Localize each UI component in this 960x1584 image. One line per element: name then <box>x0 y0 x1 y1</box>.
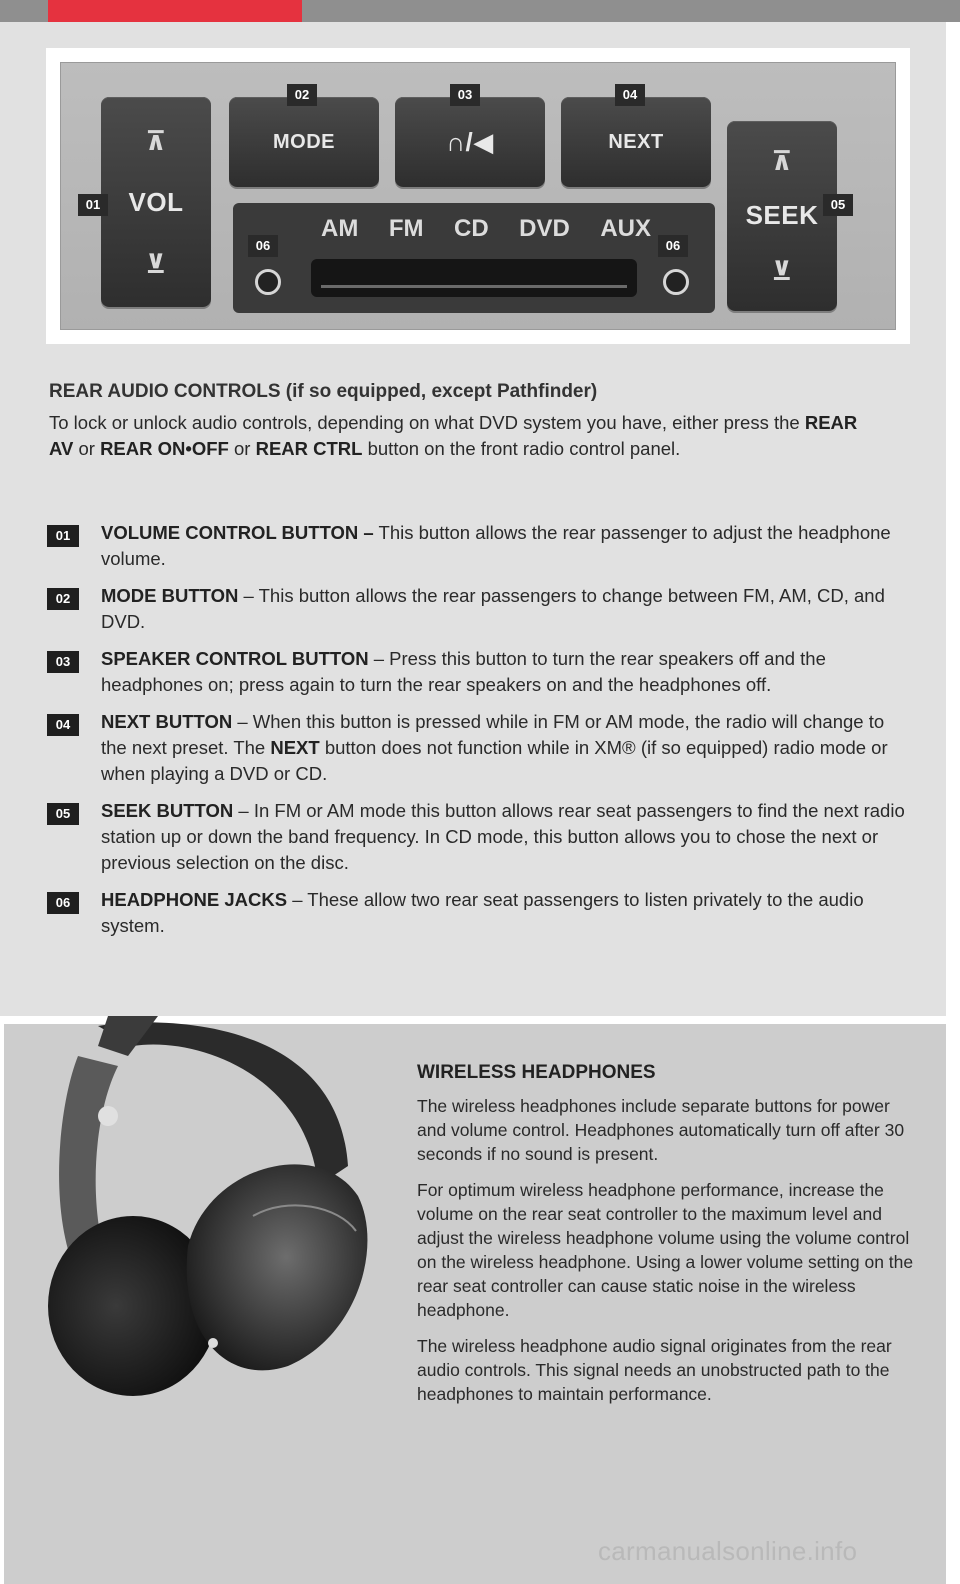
item-text-b: button does not function while in XM® (if so equipped) radio mode or when playing a DVD or CD. <box>101 737 888 784</box>
section-title: REAR AUDIO CONTROLS (if so equipped, except Pathfinder) <box>49 381 598 402</box>
item-title: MODE BUTTON <box>101 585 239 606</box>
item-number: 02 <box>47 588 79 610</box>
item-body <box>101 583 907 635</box>
callout-05: 05 <box>823 194 853 216</box>
top-bar-accent <box>48 0 302 22</box>
callout-06-left: 06 <box>248 235 278 257</box>
source-dvd: DVD <box>519 215 570 242</box>
list-item <box>47 520 907 572</box>
wireless-headphones-body <box>417 1094 917 1418</box>
item-body <box>101 709 907 787</box>
source-am: AM <box>321 215 359 242</box>
list-item <box>47 709 907 787</box>
item-number: 05 <box>47 803 79 825</box>
speaker-button: ∩/◀ <box>395 97 545 187</box>
item-title: NEXT BUTTON <box>101 711 233 732</box>
seek-button <box>727 121 837 311</box>
item-title: SPEAKER CONTROL BUTTON <box>101 648 369 669</box>
item-text: – This button allows the rear passengers to change between FM, AM, CD, and DVD. <box>101 585 885 632</box>
wireless-headphones-image <box>38 1016 378 1398</box>
headphone-jack-right <box>663 269 689 295</box>
next-button: NEXT <box>561 97 711 187</box>
vol-label: VOL <box>128 186 184 217</box>
callout-03: 03 <box>450 84 480 106</box>
seek-up-icon: ⊼ <box>771 146 793 177</box>
mode-button: MODE <box>229 97 379 187</box>
source-labels <box>321 215 651 243</box>
intro-or-1: or <box>73 438 101 459</box>
intro-text-2: button on the front radio control panel. <box>362 438 681 459</box>
rear-ctrl-label: REAR CTRL <box>255 438 363 459</box>
vol-button <box>101 97 211 307</box>
item-body <box>101 520 907 572</box>
headphone-jack-left <box>255 269 281 295</box>
rear-onoff-label: REAR ON•OFF <box>100 438 229 459</box>
list-item <box>47 887 907 939</box>
wireless-paragraph-1: The wireless headphones include separate buttons for power and volume control. Headphones automatically turn off after 30 seconds if no sound is present. <box>417 1096 905 1164</box>
wireless-paragraph-3: The wireless headphone audio signal originates from the rear audio controls. This signal needs an unobstructed path to the headphones to maintain performance. <box>417 1336 892 1404</box>
wireless-paragraph-2: For optimum wireless headphone performance, increase the volume on the rear seat controller to the maximum level and adjust the wireless headphone volume using the volume control on the wireless headphone. Using a lower volume setting on the rear seat controller can cause static noise in the wireless headphone. <box>417 1180 914 1320</box>
source-cd: CD <box>453 215 489 242</box>
intro-paragraph <box>49 410 869 462</box>
item-body <box>101 798 907 876</box>
item-number: 01 <box>47 525 79 547</box>
watermark: carmanualsonline.info <box>598 1536 858 1566</box>
item-text: – In FM or AM mode this button allows rear seat passengers to find the next radio station up or down the band frequency. In CD mode, this button allows you to chose the next or previous selection on the disc. <box>101 800 905 873</box>
source-aux: AUX <box>600 215 651 242</box>
item-number: 04 <box>47 714 79 736</box>
source-strip <box>233 203 715 313</box>
source-fm: FM <box>388 215 424 242</box>
item-title: SEEK BUTTON <box>101 800 234 821</box>
item-body <box>101 646 907 698</box>
intro-text-1: To lock or unlock audio controls, depending on what DVD system you have, either press the <box>49 412 805 433</box>
control-items-list <box>47 520 907 950</box>
disc-slot <box>311 259 637 297</box>
callout-06-right: 06 <box>658 235 688 257</box>
seek-down-icon: ⊻ <box>771 255 793 286</box>
callout-01: 01 <box>78 194 108 216</box>
item-text: This button allows the rear passenger to adjust the headphone volume. <box>101 522 891 569</box>
callout-04: 04 <box>615 84 645 106</box>
list-item <box>47 583 907 635</box>
top-bar <box>0 0 960 22</box>
item-title: HEADPHONE JACKS <box>101 889 288 910</box>
list-item <box>47 646 907 698</box>
item-number: 06 <box>47 892 79 914</box>
wireless-headphones-title: WIRELESS HEADPHONES <box>417 1062 656 1083</box>
item-text-a: – When this button is pressed while in FM or AM mode, the radio will change to the next preset. The <box>101 711 885 758</box>
list-item <box>47 798 907 876</box>
callout-02: 02 <box>287 84 317 106</box>
item-number: 03 <box>47 651 79 673</box>
item-body <box>101 887 907 939</box>
vol-down-icon: ⊻ <box>145 248 167 279</box>
intro-or-2: or <box>228 438 256 459</box>
item-title: VOLUME CONTROL BUTTON – <box>101 522 374 543</box>
vol-up-icon: ⊼ <box>145 125 167 156</box>
seek-label: SEEK <box>745 200 819 231</box>
item-text: – Press this button to turn the rear speakers off and the headphones on; press again to turn the rear speakers on and the headphones off. <box>101 648 826 695</box>
rear-av-label: REAR AV <box>49 412 858 459</box>
item-text: – These allow two rear seat passengers to listen privately to the audio system. <box>101 889 864 936</box>
item-inline-bold: NEXT <box>270 737 320 758</box>
